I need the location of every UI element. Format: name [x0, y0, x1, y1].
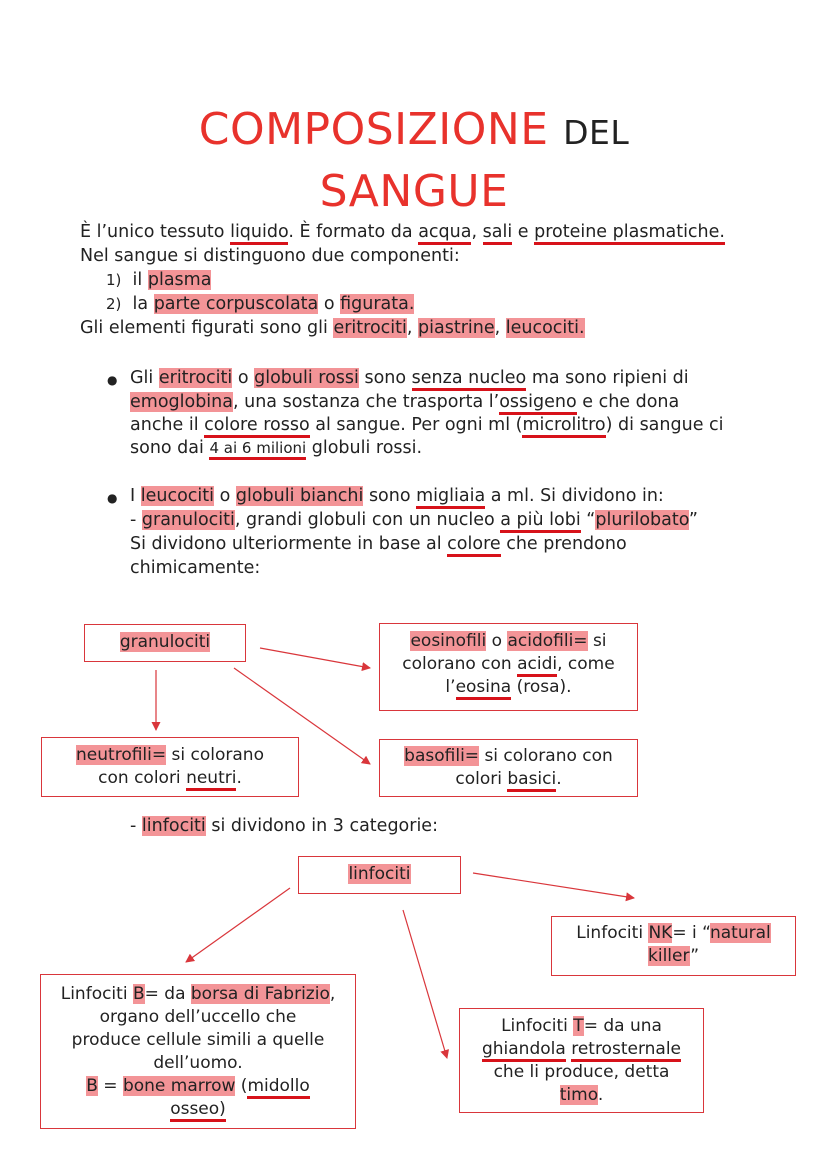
title-main: COMPOSIZIONE — [198, 104, 549, 155]
linfociti-t-box: Linfociti T= da una ghiandola retrosternale che li produce, detta timo. — [459, 1008, 704, 1113]
arrow-linfociti-b — [186, 888, 290, 962]
eritrociti-line-3: anche il colore rosso al sangue. Per ogni ml (microlitro) di sangue ci — [130, 414, 724, 438]
leucociti-line-1: I leucociti o globuli bianchi sono migliaia a ml. Si dividono in: — [130, 485, 664, 509]
term-sali: sali — [483, 222, 513, 245]
basofili-box: basofili= si colorano con colori basici. — [379, 739, 638, 797]
term-proteine-plasmatiche: proteine plasmatiche. — [534, 222, 725, 245]
arrow-linfociti-nk — [473, 873, 634, 898]
bullet-dot: ● — [107, 491, 118, 505]
intro-line-3: Gli elementi figurati sono gli eritrociti, piastrine, leucociti. — [80, 318, 585, 338]
granulociti-box: granulociti — [84, 624, 246, 662]
title-line-2: SANGUE — [319, 166, 509, 217]
term-acqua: acqua — [418, 222, 471, 245]
term-liquido: liquido — [230, 222, 288, 245]
bullet-dot: ● — [107, 373, 118, 387]
intro-line-2: Nel sangue si distinguono due componenti: — [80, 246, 460, 266]
eritrociti-line-2: emoglobina, una sostanza che trasporta l’ossigeno e che dona — [130, 391, 679, 415]
neutrofili-box: neutrofili= si colorano con colori neutri. — [41, 737, 299, 797]
term-parte-corpuscolata: parte corpuscolata — [153, 294, 319, 314]
arrow-linfociti-t — [403, 910, 447, 1058]
list-item-plasma: 1) il plasma — [106, 270, 212, 290]
term-figurata: figurata. — [340, 294, 415, 314]
list-item-parte-corpuscolata: 2) la parte corpuscolata o figurata. — [106, 294, 415, 314]
title-del: DEL — [563, 113, 630, 152]
term-eritrociti: eritrociti — [333, 318, 407, 338]
eritrociti-line-1: Gli eritrociti o globuli rossi sono senza nucleo ma sono ripieni di — [130, 367, 689, 391]
term-piastrine: piastrine — [418, 318, 495, 338]
linfociti-box: linfociti — [298, 856, 461, 894]
leucociti-line-3: Si dividono ulteriormente in base al colore che prendono — [130, 533, 627, 557]
arrow-granulociti-eosinofili — [260, 648, 370, 668]
leucociti-line-4: chimicamente: — [130, 558, 261, 578]
eosinofili-box: eosinofili o acidofili= si colorano con acidi, come l’eosina (rosa). — [379, 623, 638, 711]
linfociti-nk-box: Linfociti NK= i “natural killer” — [551, 916, 796, 976]
eritrociti-line-4: sono dai 4 ai 6 milioni globuli rossi. — [130, 438, 423, 458]
term-leucociti: leucociti. — [505, 318, 585, 338]
linfociti-b-box: Linfociti B= da borsa di Fabrizio, organo dell’uccello che produce cellule simili a quelle dell’uomo. B = bone marrow (midollo osseo) — [40, 974, 356, 1129]
term-plasma: plasma — [147, 270, 212, 290]
leucociti-line-2: - granulociti, grandi globuli con un nucleo a più lobi “plurilobato” — [130, 509, 698, 533]
linfociti-intro: - linfociti si dividono in 3 categorie: — [130, 816, 438, 836]
intro-line-1: È l’unico tessuto liquido. È formato da acqua, sali e proteine plasmatiche. — [80, 221, 725, 245]
